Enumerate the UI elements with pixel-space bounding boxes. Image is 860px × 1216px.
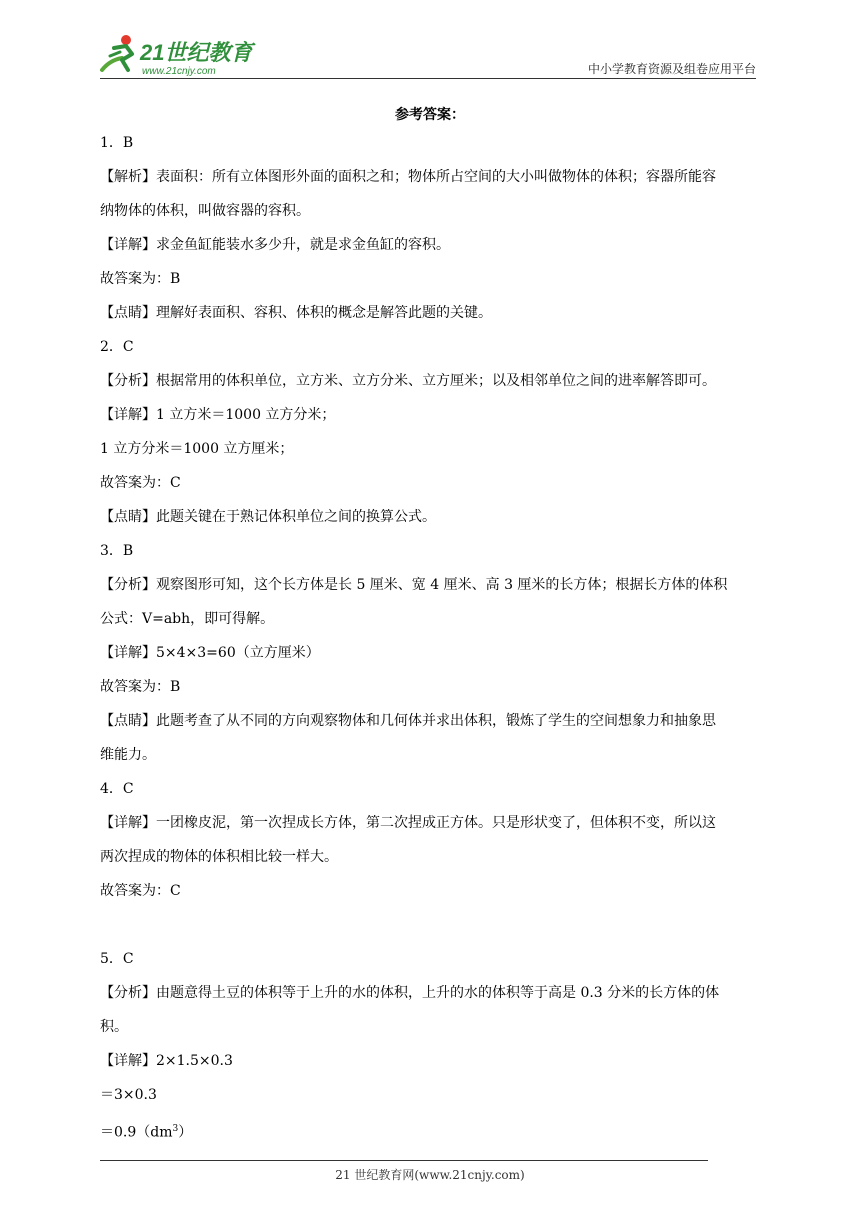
header-divider (100, 78, 756, 79)
text-line: 积。 (100, 1019, 128, 1035)
result-line (100, 1112, 762, 1150)
blank-line (100, 908, 762, 942)
result-suffix: ） (178, 1124, 193, 1141)
text-line: 【点睛】此题考查了从不同的方向观察物体和几何体并求出体积，锻炼了学生的空间想象力和抽象思 (100, 713, 716, 729)
site-logo (92, 30, 262, 82)
page-title: 参考答案： (395, 107, 465, 123)
text-line: 1 立方分米＝1000 立方厘米； (100, 441, 294, 457)
result-prefix: ＝0.9（dm (100, 1124, 173, 1141)
text-line: 3．B (100, 543, 134, 559)
text-line: 故答案为：C (100, 475, 181, 491)
runner-logo-icon (92, 30, 262, 82)
text-line: 【分析】根据常用的体积单位，立方米、立方分米、立方厘米；以及相邻单位之间的进率解答即可。 (100, 373, 716, 389)
text-line: 【点睛】理解好表面积、容积、体积的概念是解答此题的关键。 (100, 305, 492, 321)
text-line: 5．C (100, 951, 134, 967)
answer-content (100, 126, 762, 1150)
text-line: 故答案为：C (100, 883, 181, 899)
text-line: 2．C (100, 339, 134, 355)
text-line: 【详解】1 立方米＝1000 立方分米； (100, 407, 336, 423)
text-line: 公式：V=abh，即可得解。 (100, 611, 275, 627)
text-line: 【详解】5×4×3=60（立方厘米） (100, 645, 320, 661)
text-line: 纳物体的体积，叫做容器的容积。 (100, 203, 310, 219)
platform-label: 中小学教育资源及组卷应用平台 (587, 62, 756, 76)
text-line: 【点睛】此题关键在于熟记体积单位之间的换算公式。 (100, 509, 436, 525)
logo-url: www.21cnjy.com (142, 66, 216, 77)
text-line: 4．C (100, 781, 134, 797)
logo-wordmark: 21世纪教育 (140, 40, 253, 65)
text-line: ＝3×0.3 (100, 1087, 157, 1103)
text-line: 两次捏成的物体的体积相比较一样大。 (100, 849, 338, 865)
text-line: 1．B (100, 135, 134, 151)
page-header (0, 0, 860, 90)
page-footer: 21 世纪教育网(www.21cnjy.com) (335, 1168, 525, 1182)
text-line: 【解析】表面积：所有立体图形外面的面积之和；物体所占空间的大小叫做物体的体积；容器所能容 (100, 169, 716, 185)
text-line: 【详解】求金鱼缸能装水多少升，就是求金鱼缸的容积。 (100, 237, 450, 253)
text-line: 【分析】由题意得土豆的体积等于上升的水的体积，上升的水的体积等于高是 0.3 分米的长方体的体 (100, 985, 720, 1001)
footer-divider (100, 1160, 708, 1161)
text-line: 【详解】一团橡皮泥，第一次捏成长方体，第二次捏成正方体。只是形状变了，但体积不变，所以这 (100, 815, 716, 831)
text-line: 【分析】观察图形可知，这个长方体是长 5 厘米、宽 4 厘米、高 3 厘米的长方体；根据长方体的体积 (100, 577, 728, 593)
text-line: 维能力。 (100, 747, 156, 763)
text-line: 故答案为：B (100, 679, 181, 695)
text-line: 【详解】2×1.5×0.3 (100, 1053, 233, 1069)
unit-exponent: 3 (172, 1124, 179, 1134)
text-line: 故答案为：B (100, 271, 181, 287)
